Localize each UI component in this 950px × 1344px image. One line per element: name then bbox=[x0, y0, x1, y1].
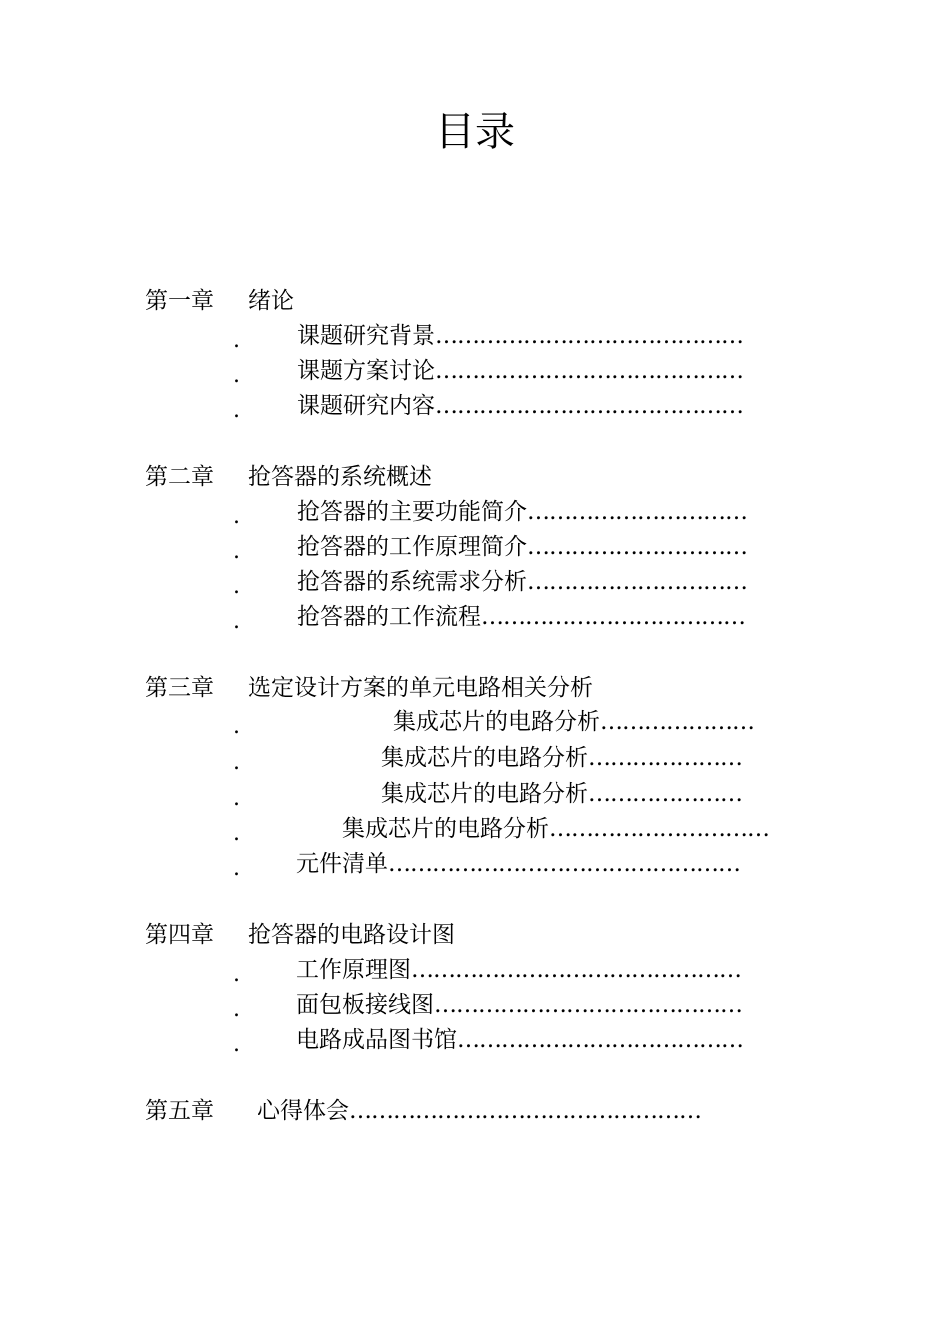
toc-entry-label: 抢答器的主要功能简介 bbox=[297, 499, 527, 525]
leader-dots: ……………………………… bbox=[481, 604, 745, 630]
toc-entry-label: 课题研究背景 bbox=[297, 323, 435, 349]
toc-entry-label: 面包板接线图 bbox=[296, 992, 434, 1018]
section-bullet: . bbox=[233, 504, 240, 529]
toc-entry-label: 课题方案讨论 bbox=[297, 358, 435, 384]
toc-entry-label: 集成芯片的电路分析 bbox=[393, 709, 600, 735]
chapter-5-heading bbox=[145, 1096, 701, 1126]
chapter-3-heading bbox=[145, 673, 593, 703]
toc-entry bbox=[297, 602, 745, 632]
leader-dots: ………………………………………… bbox=[388, 851, 740, 877]
section-bullet: . bbox=[233, 962, 240, 987]
leader-dots: …………………………………… bbox=[434, 992, 742, 1018]
chapter-title: 抢答器的电路设计图 bbox=[248, 922, 455, 948]
leader-dots: ………………………… bbox=[527, 499, 747, 525]
toc-entry-label: 元件清单 bbox=[296, 851, 388, 877]
toc-entry bbox=[296, 990, 742, 1020]
chapter-1-heading bbox=[145, 286, 294, 316]
section-bullet: . bbox=[233, 856, 240, 881]
toc-entry bbox=[297, 356, 743, 386]
toc-entry-label: 电路成品图书馆 bbox=[296, 1027, 457, 1053]
toc-entry-label: 课题研究内容 bbox=[297, 393, 435, 419]
chapter-number: 第二章 bbox=[145, 464, 214, 490]
leader-dots: …………………………………… bbox=[435, 393, 743, 419]
section-bullet: . bbox=[233, 609, 240, 634]
toc-entry bbox=[297, 391, 743, 421]
toc-entry bbox=[393, 707, 754, 737]
leader-dots: ………………………………………… bbox=[349, 1098, 701, 1124]
toc-entry-label: 抢答器的系统需求分析 bbox=[297, 569, 527, 595]
leader-dots: ………………………………… bbox=[457, 1027, 743, 1053]
toc-entry-label: 抢答器的工作流程 bbox=[297, 604, 481, 630]
chapter-title: 抢答器的系统概述 bbox=[248, 464, 432, 490]
toc-entry bbox=[296, 955, 741, 985]
chapter-2-heading bbox=[145, 462, 432, 492]
toc-entry bbox=[297, 567, 747, 597]
toc-entry bbox=[297, 497, 747, 527]
section-bullet: . bbox=[233, 821, 240, 846]
section-bullet: . bbox=[233, 539, 240, 564]
chapter-title: 心得体会 bbox=[257, 1098, 349, 1124]
toc-entry bbox=[297, 532, 747, 562]
chapter-number: 第五章 bbox=[145, 1098, 214, 1124]
toc-entry bbox=[296, 1025, 743, 1055]
toc-entry bbox=[381, 743, 742, 773]
section-bullet: . bbox=[233, 1032, 240, 1057]
leader-dots: ………………… bbox=[588, 745, 742, 771]
toc-entry bbox=[342, 814, 769, 844]
section-bullet: . bbox=[233, 398, 240, 423]
section-bullet: . bbox=[233, 714, 240, 739]
toc-entry-label: 工作原理图 bbox=[296, 957, 411, 983]
toc-entry bbox=[296, 849, 740, 879]
chapter-number: 第一章 bbox=[145, 288, 214, 314]
toc-entry-label: 集成芯片的电路分析 bbox=[381, 781, 588, 807]
section-bullet: . bbox=[233, 363, 240, 388]
section-bullet: . bbox=[233, 328, 240, 353]
section-bullet: . bbox=[233, 574, 240, 599]
section-bullet: . bbox=[233, 786, 240, 811]
section-bullet: . bbox=[233, 997, 240, 1022]
leader-dots: …………………………………… bbox=[435, 323, 743, 349]
leader-dots: ………………… bbox=[588, 781, 742, 807]
toc-entry-label: 抢答器的工作原理简介 bbox=[297, 534, 527, 560]
leader-dots: ……………………………………… bbox=[411, 957, 741, 983]
toc-entry-label: 集成芯片的电路分析 bbox=[381, 745, 588, 771]
leader-dots: ………………… bbox=[600, 709, 754, 735]
toc-entry bbox=[381, 779, 742, 809]
page-title: 目录 bbox=[435, 109, 515, 155]
chapter-4-heading bbox=[145, 920, 455, 950]
leader-dots: ………………………… bbox=[527, 569, 747, 595]
chapter-number: 第四章 bbox=[145, 922, 214, 948]
chapter-number: 第三章 bbox=[145, 675, 214, 701]
chapter-title: 选定设计方案的单元电路相关分析 bbox=[248, 675, 593, 701]
toc-entry bbox=[297, 321, 743, 351]
leader-dots: …………………………………… bbox=[435, 358, 743, 384]
leader-dots: ………………………… bbox=[527, 534, 747, 560]
toc-entry-label: 集成芯片的电路分析 bbox=[342, 816, 549, 842]
section-bullet: . bbox=[233, 750, 240, 775]
chapter-title: 绪论 bbox=[248, 288, 294, 314]
leader-dots: ………………………… bbox=[549, 816, 769, 842]
